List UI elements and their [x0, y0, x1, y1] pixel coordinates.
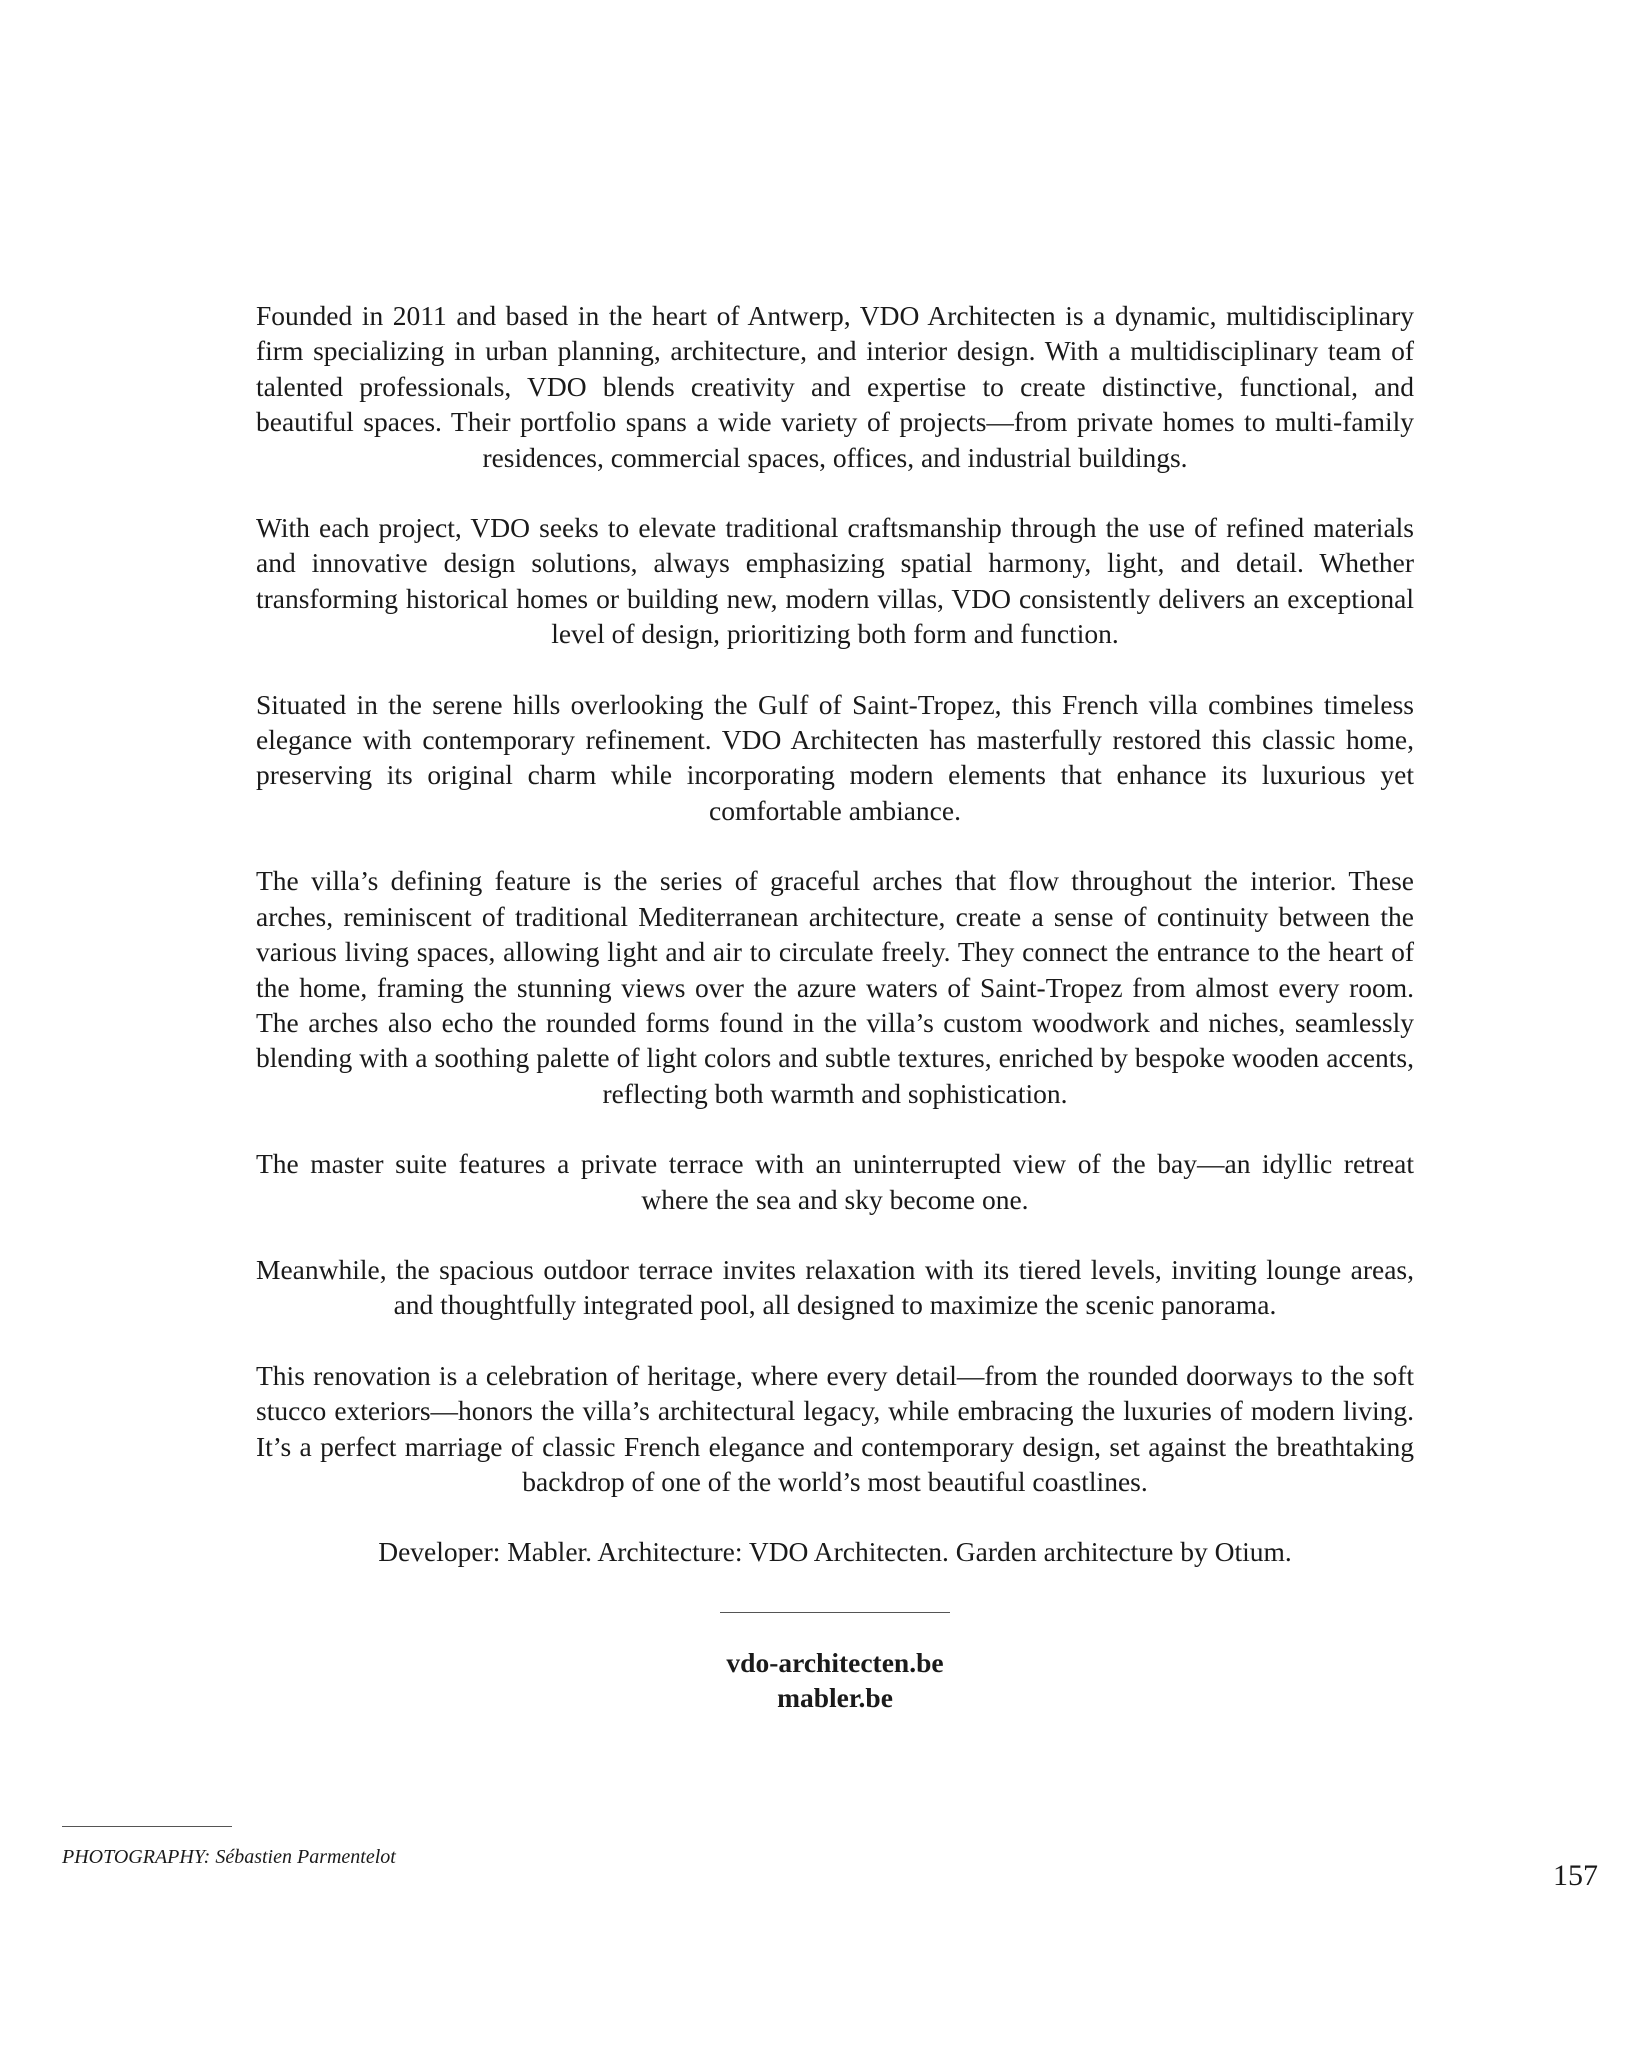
center-divider — [720, 1612, 950, 1613]
paragraph-outdoor-terrace: Meanwhile, the spacious outdoor terrace invites relaxation with its tiered levels, inviting lounge areas, and thoughtfully integrated pool, all designed to maximize the scenic panorama. — [256, 1253, 1414, 1321]
project-credits: Developer: Mabler. Architecture: VDO Architecten. Garden architecture by Otium. — [378, 1536, 1292, 1568]
website-links — [256, 1645, 1414, 1716]
link-mabler[interactable]: mabler.be — [777, 1682, 893, 1714]
photography-credit: PHOTOGRAPHY: Sébastien Parmentelot — [62, 1846, 396, 1868]
footer-divider — [62, 1826, 232, 1827]
paragraph-arches: The villa’s defining feature is the series of graceful arches that flow throughout the interior. These arches, reminiscent of traditional Mediterranean architecture, create a sense of continuity between the various living spaces, allowing light and air to circulate freely. They connect the entrance to the heart of the home, framing the stunning views over the azure waters of Saint-Tropez from almost every room. The arches also echo the rounded forms found in the villa’s custom woodwork and niches, seamlessly blending with a soothing palette of light colors and subtle textures, enriched by bespoke wooden accents, reflecting both warmth and sophistication. — [256, 865, 1414, 1109]
paragraph-intro: Founded in 2011 and based in the heart of Antwerp, VDO Architecten is a dynamic, multidisciplinary firm specializing in urban planning, architecture, and interior design. With a multidisciplinary team of talented professionals, VDO blends creativity and expertise to create distinctive, functional, and beautiful spaces. Their portfolio spans a wide variety of projects—from private homes to multi-family residences, commercial spaces, offices, and industrial buildings. — [256, 300, 1414, 473]
page-number: 157 — [1553, 1859, 1598, 1892]
article-body — [256, 298, 1414, 1570]
paragraph-craftsmanship: With each project, VDO seeks to elevate traditional craftsmanship through the use of refined materials and innovative design solutions, always emphasizing spatial harmony, light, and detail. Whether transforming historical homes or building new, modern villas, VDO consistently delivers an exceptional level of design, prioritizing both form and function. — [256, 512, 1414, 650]
paragraph-master-suite: The master suite features a private terrace with an uninterrupted view of the bay—an idyllic retreat where the sea and sky become one. — [256, 1148, 1414, 1215]
paragraph-renovation: This renovation is a celebration of heritage, where every detail—from the rounded doorways to the soft stucco exteriors—honors the villa’s architectural legacy, while embracing the luxuries of modern living. It’s a perfect marriage of classic French elegance and contemporary design, set against the breathtaking backdrop of one of the world’s most beautiful coastlines. — [256, 1359, 1414, 1497]
link-vdo-architecten[interactable]: vdo-architecten.be — [726, 1647, 944, 1678]
paragraph-villa-setting: Situated in the serene hills overlooking the Gulf of Saint-Tropez, this French villa combines timeless elegance with contemporary refinement. VDO Architecten has masterfully restored this classic home, preserving its original charm while incorporating modern elements that enhance its luxurious yet comfortable ambiance. — [256, 688, 1414, 826]
